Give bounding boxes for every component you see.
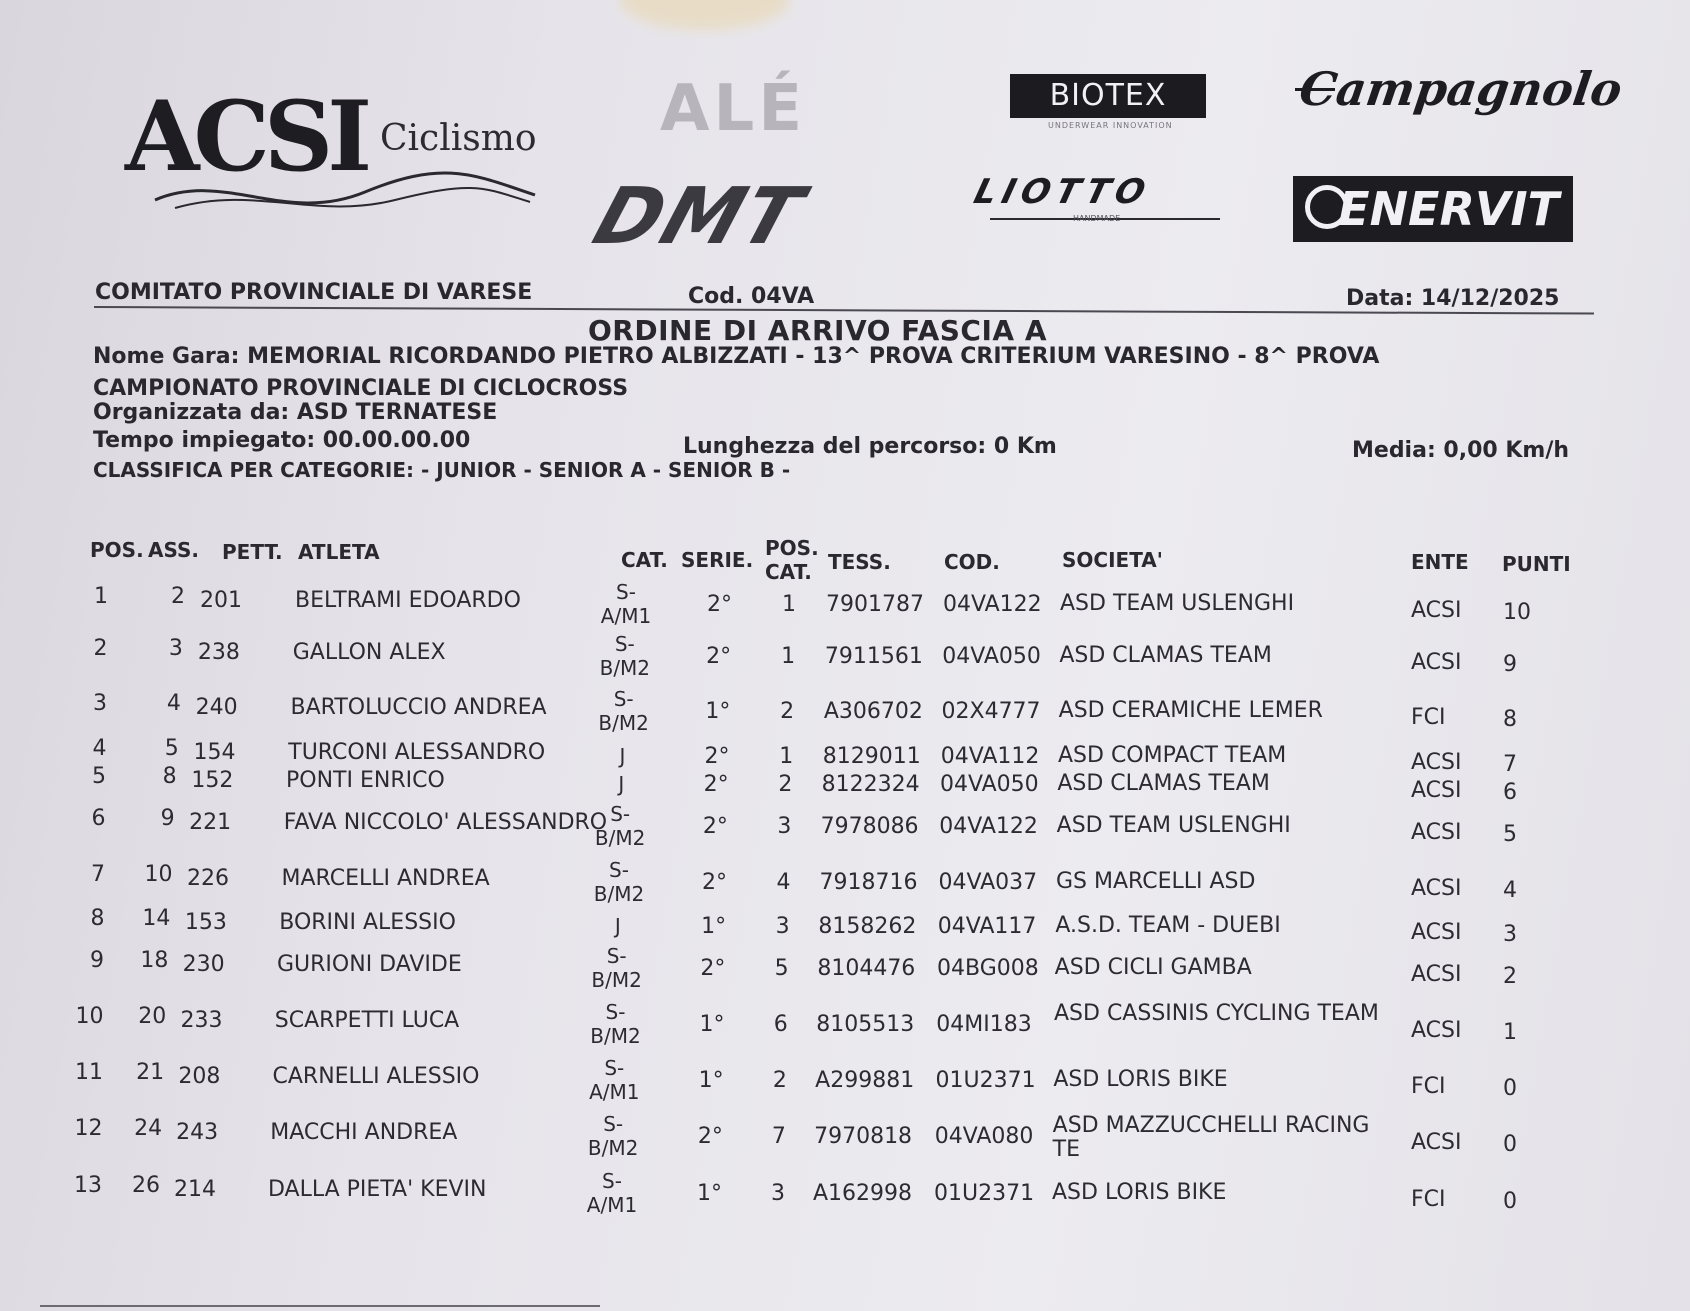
table-row — [0, 1056, 1690, 1114]
cell-atleta: SCARPETTI LUCA — [274, 1008, 460, 1033]
race-length: Lunghezza del percorso: 0 Km — [683, 434, 1057, 459]
cell-punti: 1 — [1503, 1020, 1517, 1045]
enervit-mark-icon — [1305, 185, 1349, 229]
cell-tess: 7978086 — [820, 814, 919, 839]
cell-poscat: 7 — [771, 1124, 786, 1149]
cell-cat: S- B/M2 — [590, 1000, 641, 1048]
cell-punti: 4 — [1503, 878, 1517, 903]
cell-punti: 0 — [1503, 1132, 1517, 1157]
cell-cat: S- B/M2 — [594, 802, 646, 850]
cell-serie: 2° — [706, 644, 732, 669]
cell-punti: 9 — [1503, 652, 1517, 677]
cell-poscat: 1 — [781, 644, 796, 669]
cell-tess: 8129011 — [822, 744, 921, 769]
cell-punti: 0 — [1503, 1189, 1517, 1214]
cell-pos: 2 — [93, 636, 108, 661]
cell-atleta: DALLA PIETA' KEVIN — [268, 1177, 487, 1202]
cell-societa: ASD CLAMAS TEAM — [1057, 771, 1270, 796]
cell-cod: 04VA122 — [943, 592, 1042, 617]
cell-serie: 2° — [702, 814, 728, 839]
col-societa: SOCIETA' — [1062, 548, 1163, 572]
table-row — [0, 1112, 1690, 1170]
cell-pett: 233 — [180, 1008, 223, 1033]
cell-poscat: 3 — [777, 814, 792, 839]
cell-ente: ACSI — [1411, 598, 1462, 623]
race-name-line2: CAMPIONATO PROVINCIALE DI CICLOCROSS — [93, 376, 629, 401]
cell-serie: 1° — [699, 1012, 725, 1037]
cell-pett: 240 — [195, 695, 238, 720]
cell-ente: ACSI — [1411, 820, 1462, 845]
cell-societa: ASD CICLI GAMBA — [1054, 955, 1252, 980]
cell-cod: 01U2371 — [935, 1068, 1036, 1093]
col-cat: CAT. — [621, 548, 668, 572]
cell-atleta: PONTI ENRICO — [286, 768, 445, 793]
cell-pos: 9 — [90, 948, 104, 973]
cell-poscat: 3 — [775, 914, 790, 939]
cell-tess: 8158262 — [818, 914, 917, 939]
cell-cat: S- A/M1 — [600, 580, 652, 628]
cell-pett: 221 — [189, 810, 232, 835]
enervit-logo-text: ENERVIT — [1338, 182, 1559, 236]
cell-poscat: 1 — [782, 592, 796, 617]
race-organizer: Organizzata da: ASD TERNATESE — [93, 400, 498, 425]
cell-ass: 5 — [164, 736, 179, 761]
cell-ass: 4 — [166, 691, 181, 716]
cell-cat: S- B/M2 — [591, 944, 642, 992]
cell-ass: 18 — [140, 948, 169, 973]
cell-ente: FCI — [1411, 1187, 1446, 1212]
table-row — [0, 580, 1690, 638]
cell-atleta: GURIONI DAVIDE — [277, 952, 462, 977]
cell-cat: S- B/M2 — [599, 632, 651, 680]
cell-cat: S- B/M2 — [598, 687, 649, 735]
cell-tess: 7970818 — [814, 1124, 913, 1149]
cell-societa: A.S.D. TEAM - DUEBI — [1055, 913, 1281, 938]
cell-atleta: BARTOLUCCIO ANDREA — [290, 695, 547, 720]
cell-punti: 7 — [1503, 752, 1517, 777]
cell-atleta: CARNELLI ALESSIO — [272, 1064, 480, 1089]
table-row — [0, 1000, 1690, 1058]
cell-serie: 1° — [697, 1181, 722, 1206]
cell-ente: ACSI — [1411, 920, 1462, 945]
cell-pett: 243 — [176, 1120, 219, 1145]
cell-atleta: BELTRAMI EDOARDO — [295, 588, 521, 613]
cell-pett: 208 — [178, 1064, 221, 1089]
cell-ente: ACSI — [1411, 876, 1462, 901]
cell-punti: 2 — [1503, 964, 1517, 989]
cell-serie: 1° — [701, 914, 727, 939]
cell-cat: S- B/M2 — [587, 1112, 639, 1160]
cell-cod: 04MI183 — [936, 1012, 1032, 1037]
cell-tess: 8122324 — [821, 772, 920, 797]
col-pos: POS. — [90, 538, 144, 562]
cell-ass: 14 — [142, 906, 171, 931]
cell-ente: ACSI — [1411, 650, 1462, 675]
cell-punti: 8 — [1503, 707, 1517, 732]
col-tess: TESS. — [828, 550, 891, 574]
cell-pos: 6 — [91, 806, 106, 831]
col-punti: PUNTI — [1502, 552, 1571, 576]
cell-cod: 04VA050 — [940, 772, 1039, 797]
cell-cod: 04VA122 — [939, 814, 1038, 839]
race-time: Tempo impiegato: 00.00.00.00 — [93, 428, 471, 453]
cell-pett: 230 — [182, 952, 225, 977]
col-serie: SERIE. — [681, 548, 754, 572]
cell-cod: 04VA037 — [938, 870, 1038, 895]
cell-tess: A306702 — [823, 699, 923, 724]
cell-serie: 2° — [707, 592, 732, 617]
cell-punti: 3 — [1503, 922, 1517, 947]
cell-cod: 02X4777 — [941, 699, 1041, 724]
cell-ass: 2 — [171, 584, 185, 609]
cell-ente: FCI — [1411, 1074, 1446, 1099]
acsi-logo — [125, 80, 537, 220]
cell-poscat: 2 — [772, 1068, 787, 1093]
cell-punti: 6 — [1503, 780, 1517, 805]
cell-atleta: BORINI ALESSIO — [279, 910, 456, 935]
cell-pos: 10 — [75, 1004, 104, 1029]
cell-punti: 5 — [1503, 822, 1517, 847]
committee-name: COMITATO PROVINCIALE DI VARESE — [95, 280, 533, 305]
liotto-logo-subtitle: HANDMADE — [1073, 214, 1121, 223]
cell-cat: J — [614, 914, 621, 938]
cell-ass: 8 — [162, 764, 177, 789]
cell-serie: 2° — [697, 1124, 723, 1149]
col-poscat: POS. CAT. — [765, 536, 819, 584]
table-row — [0, 632, 1690, 690]
cell-serie: 2° — [704, 744, 730, 769]
table-row — [0, 687, 1690, 745]
cell-ente: ACSI — [1411, 778, 1462, 803]
acsi-logo-text: ACSI — [125, 80, 367, 193]
cell-serie: 2° — [703, 772, 729, 797]
biotex-logo: BIOTEX — [1010, 74, 1206, 118]
cell-tess: 7918716 — [819, 870, 918, 895]
cell-poscat: 1 — [779, 744, 794, 769]
race-name-line1: Nome Gara: MEMORIAL RICORDANDO PIETRO ALBIZZATI - 13^ PROVA CRITERIUM VARESINO - 8^ PROVA — [93, 344, 1380, 369]
cell-cat: S- A/M1 — [586, 1169, 638, 1217]
race-categories: CLASSIFICA PER CATEGORIE: - JUNIOR - SENIOR A - SENIOR B - — [93, 458, 791, 482]
cell-poscat: 3 — [771, 1181, 785, 1206]
cell-ente: ACSI — [1411, 1018, 1462, 1043]
cell-societa: ASD CASSINIS CYCLING TEAM — [1054, 1001, 1379, 1026]
cell-pos: 4 — [92, 736, 107, 761]
cell-cod: 04BG008 — [937, 956, 1039, 981]
cell-ass: 26 — [132, 1173, 160, 1198]
cell-ass: 3 — [168, 636, 183, 661]
cell-tess: 8104476 — [817, 956, 916, 981]
race-date: Data: 14/12/2025 — [1346, 286, 1560, 311]
cell-cod: 04VA080 — [934, 1124, 1034, 1149]
cell-pett: 214 — [174, 1177, 216, 1202]
cell-ass: 21 — [136, 1060, 165, 1085]
cell-pos: 8 — [90, 906, 105, 931]
acsi-swoosh-icon — [145, 170, 545, 220]
cell-pos: 5 — [92, 764, 106, 789]
col-cod: COD. — [944, 550, 1000, 574]
cell-pos: 12 — [74, 1116, 103, 1141]
cell-poscat: 2 — [778, 772, 793, 797]
cell-pett: 154 — [193, 740, 236, 765]
cell-poscat: 4 — [776, 870, 791, 895]
cell-poscat: 6 — [773, 1012, 788, 1037]
race-average: Media: 0,00 Km/h — [1352, 438, 1570, 463]
cell-cat: J — [618, 772, 625, 796]
table-row — [0, 944, 1690, 1002]
cell-societa: ASD LORIS BIKE — [1052, 1180, 1227, 1205]
cell-ass: 9 — [160, 806, 175, 831]
cell-pos: 13 — [74, 1173, 102, 1198]
col-pett: PETT. — [222, 540, 283, 564]
cell-tess: 8105513 — [816, 1012, 915, 1037]
cell-societa: ASD CERAMICHE LEMER — [1058, 698, 1323, 723]
cell-ente: FCI — [1411, 705, 1446, 730]
cell-societa: ASD TEAM USLENGHI — [1060, 591, 1295, 616]
cell-cod: 04VA117 — [937, 914, 1037, 939]
cell-pett: 226 — [187, 866, 229, 891]
cell-atleta: GALLON ALEX — [292, 640, 446, 665]
cell-ente: ACSI — [1411, 1130, 1462, 1155]
cell-cat: S- B/M2 — [593, 858, 645, 906]
biotex-logo-subtitle: UNDERWEAR INNOVATION — [1048, 121, 1173, 130]
acsi-logo-subtitle: Ciclismo — [380, 118, 537, 159]
cell-tess: 7901787 — [826, 592, 924, 617]
dmt-logo: DMT — [583, 172, 815, 262]
cell-serie: 2° — [702, 870, 727, 895]
cell-ass: 10 — [144, 862, 173, 887]
table-row — [0, 858, 1690, 916]
page-title: ORDINE DI ARRIVO FASCIA A — [588, 314, 1047, 347]
cell-ass: 24 — [134, 1116, 163, 1141]
table-row — [0, 802, 1690, 860]
col-atleta: ATLETA — [298, 540, 380, 564]
cell-punti: 10 — [1503, 600, 1531, 625]
cell-cod: 04VA050 — [942, 644, 1041, 669]
ale-logo: ALÉ — [660, 72, 807, 146]
cell-atleta: FAVA NICCOLO' ALESSANDRO — [283, 810, 608, 835]
cell-societa: ASD LORIS BIKE — [1053, 1067, 1228, 1092]
footer-rule — [40, 1305, 600, 1307]
cell-pos: 1 — [94, 584, 108, 609]
cell-pett: 238 — [197, 640, 240, 665]
cell-atleta: TURCONI ALESSANDRO — [288, 740, 546, 765]
cell-serie: 1° — [705, 699, 731, 724]
cell-tess: A299881 — [815, 1068, 915, 1093]
cell-atleta: MARCELLI ANDREA — [281, 866, 490, 891]
cell-serie: 1° — [698, 1068, 724, 1093]
campagnolo-logo: Campagnolo — [1296, 62, 1626, 116]
cell-serie: 2° — [700, 956, 726, 981]
cell-cat: S- A/M1 — [589, 1056, 640, 1104]
cell-societa: ASD CLAMAS TEAM — [1059, 643, 1272, 668]
cell-ente: ACSI — [1411, 750, 1462, 775]
committee-code: Cod. 04VA — [688, 284, 815, 309]
cell-tess: 7911561 — [824, 644, 923, 669]
cell-pos: 7 — [91, 862, 105, 887]
cell-poscat: 2 — [780, 699, 795, 724]
col-ente: ENTE — [1411, 550, 1469, 574]
cell-tess: A162998 — [813, 1181, 913, 1206]
col-ass: ASS. — [148, 538, 199, 562]
cell-pett: 152 — [191, 768, 234, 793]
cell-pos: 11 — [75, 1060, 103, 1085]
cell-cat: J — [619, 744, 626, 768]
cell-cod: 01U2371 — [934, 1181, 1035, 1206]
cell-pett: 153 — [184, 910, 227, 935]
cell-ente: ACSI — [1411, 962, 1462, 987]
enervit-logo — [1293, 176, 1573, 242]
cell-pos: 3 — [93, 691, 107, 716]
cell-atleta: MACCHI ANDREA — [270, 1120, 458, 1145]
cell-punti: 0 — [1503, 1076, 1517, 1101]
cell-cod: 04VA112 — [940, 744, 1040, 769]
paper-stain — [620, 0, 790, 30]
cell-pett: 201 — [200, 588, 242, 613]
cell-societa: GS MARCELLI ASD — [1056, 869, 1256, 894]
cell-poscat: 5 — [774, 956, 789, 981]
cell-societa: ASD MAZZUCCHELLI RACING TE — [1052, 1113, 1370, 1162]
liotto-logo: LIOTTO — [970, 172, 1156, 212]
cell-societa: ASD COMPACT TEAM — [1058, 743, 1287, 768]
cell-ass: 20 — [138, 1004, 167, 1029]
table-row — [0, 1169, 1690, 1227]
cell-societa: ASD TEAM USLENGHI — [1056, 813, 1291, 838]
